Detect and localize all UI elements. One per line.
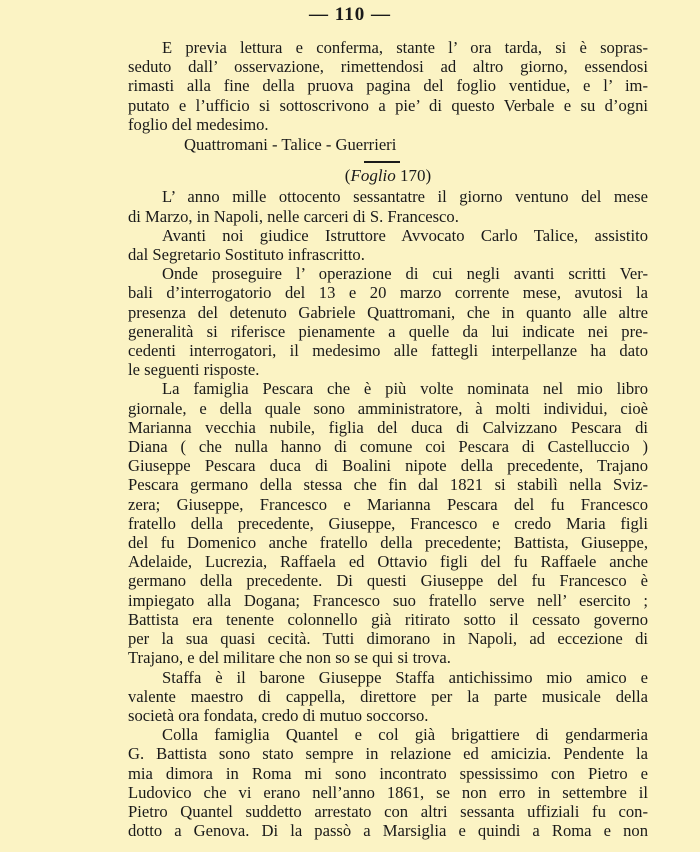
text-line: dal Segretario Sostituto infrascritto. [128,245,365,265]
text-line: Battista era tenente colonnello già ritirato sotto il cessato governo [128,609,648,629]
text-line: generalità si riferisce pienamente a quelle da lui indicate nei pre- [128,321,648,341]
text-line: Colla famiglia Quantel e col già brigattiere di gendarmeria [162,725,648,745]
text-line: Ludovico che vi erano nell’anno 1861, se non erro in settembre il [128,782,648,802]
text-line: fratello della precedente, Giuseppe, Francesco e credo Maria figli [128,513,648,533]
text-line: Staffa è il barone Giuseppe Staffa antichissimo mio amico e [162,667,648,687]
text-line: bali d’interrogatorio del 13 e 20 marzo corrente mese, avutosi la [128,283,648,303]
text-line: rimasti alla fine della pruova pagina del foglio ventidue, e l’ im- [128,76,648,96]
paragraph-interrogation [128,264,648,379]
paragraph-date-place [128,187,648,225]
text-line: zera; Giuseppe, Francesco e Marianna Pescara del fu Francesco [128,494,648,514]
text-line: E previa lettura e conferma, stante l’ ora tarda, si è sopras- [162,38,648,57]
page-number: — 110 — [309,4,391,25]
section-divider [364,161,400,163]
folio-heading: (Foglio 170) [344,166,432,186]
text-line: per la sua quasi cecità. Tutti dimorano in Napoli, ad eccezione di [128,629,648,649]
text-line: le seguenti risposte. [128,360,260,380]
text-line: di Marzo, in Napoli, nelle carceri di S. Francesco. [128,206,459,226]
text-line: germano della precedente. Di questi Giuseppe del fu Francesco è [128,571,648,591]
text-line: La famiglia Pescara che è più volte nominata nel mio libro [162,379,648,399]
folio-number: 170 [400,166,426,186]
text-line: del fu Domenico anche fratello della precedente; Battista, Giuseppe, [128,533,648,553]
text-line: putato e l’ufficio si sottoscrivono a pie’ di questo Verbale e su d’ogni [128,95,648,115]
text-line: Giuseppe Pescara duca di Boalini nipote della precedente, Trajano [128,456,648,476]
signature-line: Quattromani - Talice - Guerrieri [184,135,397,155]
text-line: Diana ( che nulla hanno di comune coi Pescara di Castelluccio ) [128,437,648,457]
text-line: impiegato alla Dogana; Francesco suo fratello serve nell’ esercito ; [128,590,648,610]
text-line: valente maestro di cappella, direttore per la parte musicale della [128,686,648,706]
text-line: Trajano, e del militare che non so se qui si trova. [128,648,451,668]
text-line: dotto a Genova. Di la passò a Marsiglia e quindi a Roma e non [128,821,648,841]
text-line: seduto dall’ osservazione, rimettendosi ad altro giorno, essendosi [128,57,648,77]
folio-label: Foglio [350,166,396,186]
text-line: cedenti interrogatori, il medesimo alle fattegli interpellanze ha dato [128,341,648,361]
text-line: presenza del detenuto Gabriele Quattromani, che in quanto alle altre [128,302,648,322]
page-body [128,38,648,840]
text-line: mia dimora in Roma mi sono incontrato spessissimo con Pietro e [128,763,648,783]
text-line: Pescara germano della stessa che fin dal 1821 si stabilì nella Sviz- [128,475,648,495]
text-line: Pietro Quantel suddetto arrestato con altri sessanta uffiziali fu con- [128,801,648,821]
paragraph-staffa [128,668,648,726]
text-line: G. Battista sono stato sempre in relazione ed amicizia. Pendente la [128,744,648,764]
text-line: giornale, e della quale sono amministratore, à molti individui, cioè [128,398,648,418]
paragraph-quantel-family [128,725,648,840]
text-line: Avanti noi giudice Istruttore Avvocato Carlo Talice, assistito [162,225,648,245]
text-line: Adelaide, Lucrezia, Raffaela ed Ottavio figli del fu Raffaele anche [128,552,648,572]
text-line: società ora fondata, credo di mutuo soccorso. [128,705,429,725]
text-line: foglio del medesimo. [128,114,269,134]
text-line: Marianna vecchia nubile, figlia del duca di Calvizzano Pescara di [128,417,648,437]
text-line: Onde proseguire l’ operazione di cui negli avanti scritti Ver- [162,264,648,284]
paragraph-judge [128,226,648,264]
text-line: L’ anno mille ottocento sessantatre il giorno ventuno del mese [162,187,648,207]
paragraph-closing-record [128,38,648,134]
paragraph-pescara-family [128,379,648,667]
